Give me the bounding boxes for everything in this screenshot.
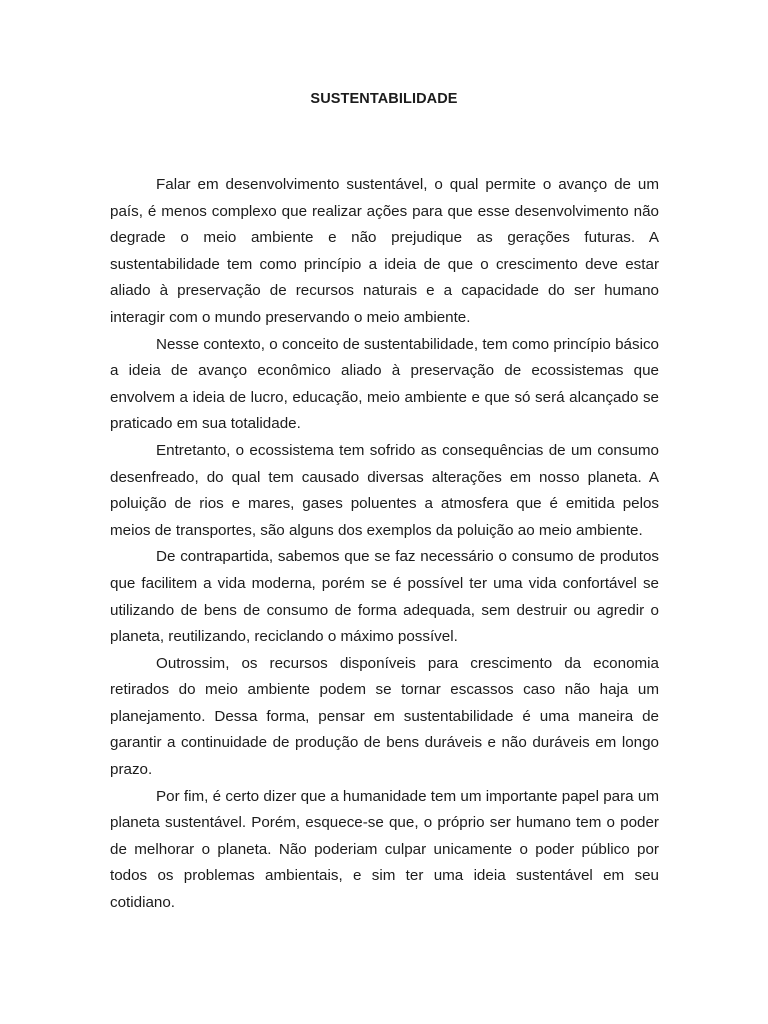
paragraph-4: De contrapartida, sabemos que se faz necessário o consumo de produtos que facilitem a vida moderna, porém se é possível ter uma vida confortável se utilizando de bens de consumo de forma adequada, sem destruir ou agredir o planeta, reutilizando, reciclando o máximo possível. <box>110 548 659 646</box>
paragraph-2: Nesse contexto, o conceito de sustentabilidade, tem como princípio básico a ideia de avanço econômico aliado à preservação de ecossistemas que envolvem a ideia de lucro, educação, meio ambiente e que só será alcançado se praticado em sua totalidade. <box>110 335 659 433</box>
paragraph-3: Entretanto, o ecossistema tem sofrido as consequências de um consumo desenfreado, do qual tem causado diversas alterações em nosso planeta. A poluição de rios e mares, gases poluentes a atmosfera que é emitida pelos meios de transportes, são alguns dos exemplos da poluição ao meio ambiente. <box>110 441 659 539</box>
paragraph-1: Falar em desenvolvimento sustentável, o qual permite o avanço de um país, é menos complexo que realizar ações para que esse desenvolvimento não degrade o meio ambiente e não prejudique as gerações futuras. A sustentabilidade tem como princípio a ideia de que o crescimento deve estar aliado à preservação de recursos naturais e a capacidade do ser humano interagir com o mundo preservando o meio ambiente. <box>110 176 659 326</box>
paragraph-6: Por fim, é certo dizer que a humanidade tem um importante papel para um planeta sustentável. Porém, esquece-se que, o próprio ser humano tem o poder de melhorar o planeta. Não poderiam culpar unicamente o poder público por todos os problemas ambientais, e sim ter uma ideia sustentável em seu cotidiano. <box>110 787 659 912</box>
document-title: SUSTENTABILIDADE <box>310 91 458 107</box>
document-body <box>110 172 659 917</box>
paragraph-5: Outrossim, os recursos disponíveis para crescimento da economia retirados do meio ambiente podem se tornar escassos caso não haja um planejamento. Dessa forma, pensar em sustentabilidade é uma maneira de garantir a continuidade de produção de bens duráveis e não duráveis em longo prazo. <box>110 654 659 779</box>
